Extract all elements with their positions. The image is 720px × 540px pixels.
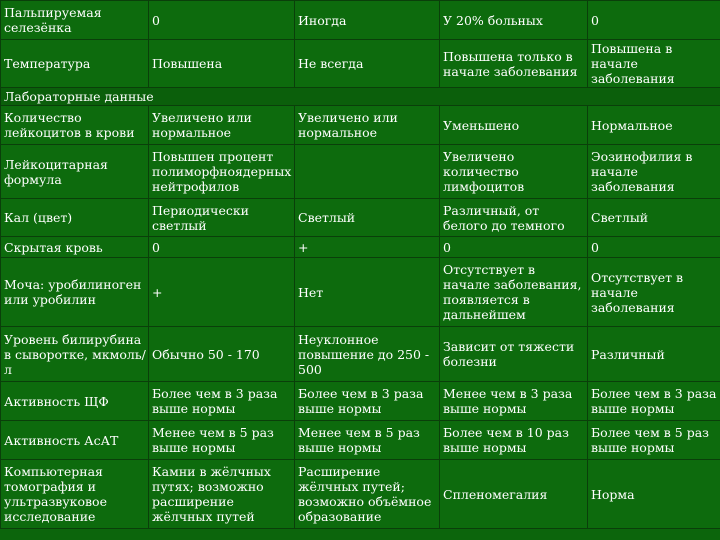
table-cell: Неуклонное повышение до 250 - 500 xyxy=(295,327,440,382)
row-label-cell: Лейкоцитарная формула xyxy=(1,145,149,199)
table-cell: Более чем в 3 раза выше нормы xyxy=(149,382,295,421)
table-row xyxy=(1,327,720,382)
table-row xyxy=(1,237,720,258)
table-cell: Светлый xyxy=(588,199,720,237)
table-cell: + xyxy=(295,237,440,258)
table-cell: Эозинофилия в начале заболевания xyxy=(588,145,720,199)
table-cell: Обычно 50 - 170 xyxy=(149,327,295,382)
table-row xyxy=(1,258,720,327)
row-label-cell: Уровень билирубина в сыворотке, мкмоль/л xyxy=(1,327,149,382)
table-cell: Более чем в 10 раз выше нормы xyxy=(440,421,588,460)
table-cell: Нормальное xyxy=(588,106,720,145)
table-cell: Повышена в начале заболевания xyxy=(588,40,720,88)
table-body xyxy=(1,1,720,529)
table-cell: Более чем в 3 раза выше нормы xyxy=(295,382,440,421)
table-cell: 0 xyxy=(440,237,588,258)
row-label-cell: Активность ЩФ xyxy=(1,382,149,421)
table-cell: Расширение жёлчных путей; возможно объёмное образование xyxy=(295,460,440,529)
table-cell xyxy=(295,145,440,199)
table-cell: У 20% больных xyxy=(440,1,588,40)
table-cell: Повышена только в начале заболевания xyxy=(440,40,588,88)
table-cell: 0 xyxy=(588,1,720,40)
table-row xyxy=(1,460,720,529)
row-label-cell: Пальпируемая селезёнка xyxy=(1,1,149,40)
table-cell: Периодически светлый xyxy=(149,199,295,237)
table-cell: Менее чем в 5 раз выше нормы xyxy=(149,421,295,460)
table-cell: Увеличено или нормальное xyxy=(149,106,295,145)
table-row xyxy=(1,382,720,421)
table-cell: Не всегда xyxy=(295,40,440,88)
table-row xyxy=(1,421,720,460)
row-label-cell: Активность АсАТ xyxy=(1,421,149,460)
table-row xyxy=(1,145,720,199)
table-cell: Уменьшено xyxy=(440,106,588,145)
row-label-cell: Количество лейкоцитов в крови xyxy=(1,106,149,145)
table-cell: Светлый xyxy=(295,199,440,237)
table-cell: Иногда xyxy=(295,1,440,40)
section-header: Лабораторные данные xyxy=(1,88,720,106)
table-cell: Повышен процент полиморфноядерных нейтрофилов xyxy=(149,145,295,199)
row-label-cell: Скрытая кровь xyxy=(1,237,149,258)
table-cell: Отсутствует в начале заболевания xyxy=(588,258,720,327)
table-cell: Менее чем в 5 раз выше нормы xyxy=(295,421,440,460)
row-label-cell: Кал (цвет) xyxy=(1,199,149,237)
table-cell: Менее чем в 3 раза выше нормы xyxy=(440,382,588,421)
table-row xyxy=(1,199,720,237)
table-cell: Различный, от белого до темного xyxy=(440,199,588,237)
table-row xyxy=(1,40,720,88)
table-cell: Увеличено количество лимфоцитов xyxy=(440,145,588,199)
table-cell: Нет xyxy=(295,258,440,327)
table-cell: 0 xyxy=(149,1,295,40)
row-label-cell: Температура xyxy=(1,40,149,88)
table-cell: 0 xyxy=(588,237,720,258)
table-cell: Повышена xyxy=(149,40,295,88)
row-label-cell: Моча: уробилиноген или уробилин xyxy=(1,258,149,327)
table-row xyxy=(1,106,720,145)
row-label-cell: Компьютерная томография и ультразвуковое исследование xyxy=(1,460,149,529)
table-cell: Более чем в 3 раза выше нормы xyxy=(588,382,720,421)
table-cell: Норма xyxy=(588,460,720,529)
table-cell: Отсутствует в начале заболевания, появляется в дальнейшем xyxy=(440,258,588,327)
table-cell: Камни в жёлчных путях; возможно расширение жёлчных путей xyxy=(149,460,295,529)
table-row xyxy=(1,1,720,40)
table-cell: Более чем в 5 раз выше нормы xyxy=(588,421,720,460)
table-cell: 0 xyxy=(149,237,295,258)
table-cell: Зависит от тяжести болезни xyxy=(440,327,588,382)
section-row xyxy=(1,88,720,106)
table-cell: Спленомегалия xyxy=(440,460,588,529)
table-cell: Увеличено или нормальное xyxy=(295,106,440,145)
table-cell: Различный xyxy=(588,327,720,382)
table-cell: + xyxy=(149,258,295,327)
